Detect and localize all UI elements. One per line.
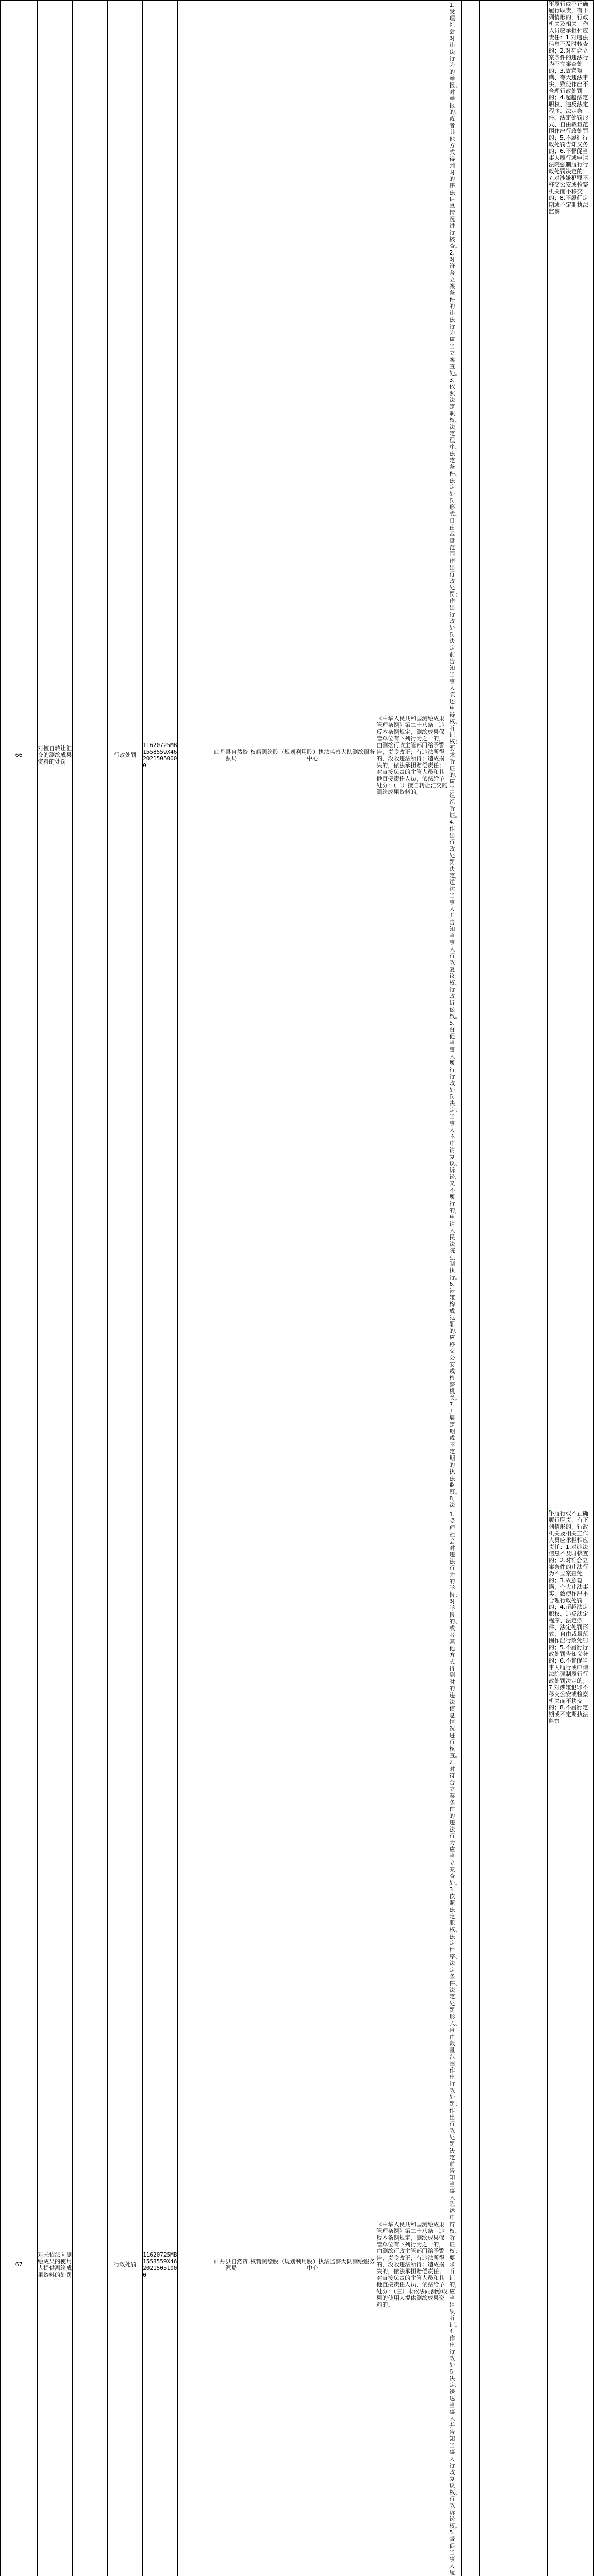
accountability-text: 不履行或不正确履行职责，有下列情形的，行政机关及相关工作人员应承担相应责任：1.对违法信息不及时核查的；2.对符合立案条件的违法行为不立案查处的；3.故意隐瞒、夸大违法事实，致使作出不合理行政处罚的；4.超越法定职权、违反法定程序、法定条件、法定处罚形式、自由裁量范围作出行政处罚的；5.不履行行政处罚告知义务的；6.不督促当事人履行或申请法院强制履行行政处罚决定的；7.对涉嫌犯罪不移交公安或检察机关而不移交的；8.不履行定期或不定期执法监察 [548, 1510, 593, 2576]
responsibility-process-cell[interactable] [448, 1, 461, 1510]
department-cell[interactable]: 山丹县自然资源局 [213, 1510, 249, 2576]
item-code-cell[interactable]: 11620725MB1558559X462021505100 0 [143, 1510, 178, 2576]
responsibility-process-cell[interactable] [448, 1510, 461, 2576]
table-row [1, 1510, 594, 2576]
handling-unit-cell[interactable]: 权籍测绘股（规划利用股）执法监察大队测绘服务中心 [249, 1, 376, 1510]
item-name-cell[interactable]: 对擅自转让汇交的测绘成果资料的处罚 [38, 1, 73, 1510]
empty-cell[interactable] [178, 1, 213, 1510]
empty-cell[interactable] [73, 1, 108, 1510]
legal-basis-cell[interactable]: 《中华人民共和国测绘成果管理条例》第二十八条 违反本条例规定，测绘成果保管单位有下列行为之一的，由测绘行政主管部门给予警告，责令改正；有违法所得的，没收违法所得；造成损失的，依法承担赔偿责任；对直接负责的主管人员和其他直接责任人员，依法给予处分：（二）擅自转让汇交的测绘成果资料的。 [376, 1, 448, 1510]
item-code-cell[interactable]: 11620725MB1558559X462021505000 0 [143, 1, 178, 1510]
comment-marker-icon [549, 1, 551, 3]
empty-cell[interactable] [480, 1, 548, 1510]
accountability-cell[interactable] [547, 1510, 593, 2576]
empty-cell[interactable] [73, 1510, 108, 2576]
responsibility-process-text: 1.受理社会对违法行为的举报；对举报的、或者其他方式得到时的违法信息情况进行核查。2.对符合立案条件的违法行为应当立案查处。3.依照法定职权、法定程序、法定条件、法定处罚形式、自由裁量范围作出行政处罚；作出行政处罚决定前告知当事人陈述申辩权、听证权；要求听证的，应当组织听证。4.作出行政处罚决定，送达当事人并告知当事人行政复议权、行政诉讼权。5.督促当事人履行行政处罚决定；当事人不申请复议、诉讼，又不履行的，申请人民法院强制执行。6.涉嫌构成犯罪的，应移交公安或检察机关。7.开展定期或不定期的执法监察。8，法 [448, 0, 461, 1511]
responsibility-process-text: 1.受理社会对违法行为的举报；对举报的、或者其他方式得到时的违法信息情况进行核查。2.对符合立案条件的违法行为应当立案查处。3.依照法定职权、法定程序、法定条件、法定处罚形式、自由裁量范围作出行政处罚；作出行政处罚决定前告知当事人陈述申辩权、听证权；要求听证的，应当组织听证。4.作出行政处罚决定，送达当事人并告知当事人行政复议权、行政诉讼权。5.督促当事人履 [448, 1509, 461, 2576]
item-name-cell[interactable]: 对未依法向测绘成果的使用人提供测绘成果资料的处罚 [38, 1510, 73, 2576]
empty-cell[interactable] [461, 1510, 480, 2576]
accountability-cell[interactable] [547, 1, 593, 1510]
empty-cell[interactable] [178, 1510, 213, 2576]
department-cell[interactable]: 山丹县自然资源局 [213, 1, 249, 1510]
legal-basis-cell[interactable]: 《中华人民共和国测绘成果管理条例》第二十八条 违反本条例规定，测绘成果保管单位有下列行为之一的，由测绘行政主管部门给予警告，责令改正；有违法所得的，没收违法所得；造成损失的，依法承担赔偿责任；对直接负责的主管人员和其他直接责任人员，依法给予处分：（三）未依法向测绘成果的使用人提供测绘成果资料的。 [376, 1510, 448, 2576]
empty-cell[interactable] [480, 1510, 548, 2576]
seq-cell[interactable]: 67 [1, 1510, 38, 2576]
table-row [1, 1, 594, 1510]
accountability-text: 不履行或不正确履行职责，有下列情形的，行政机关及相关工作人员应承担相应责任：1.对违法信息不及时核查的；2.对符合立案条件的违法行为不立案查处的；3.故意隐瞒、夸大违法事实，致使作出不合理行政处罚的；4.超越法定职权、违反法定程序、法定条件、法定处罚形式、自由裁量范围作出行政处罚的；5.不履行行政处罚告知义务的；6.不督促当事人履行或申请法院强制履行行政处罚决定的；7.对涉嫌犯罪不移交公安或检察机关而不移交的；8.不履行定期或不定期执法监察 [548, 1, 593, 1510]
comment-marker-icon [549, 1510, 551, 1513]
item-type-cell[interactable]: 行政处罚 [108, 1510, 143, 2576]
seq-cell[interactable]: 66 [1, 1, 38, 1510]
item-type-cell[interactable]: 行政处罚 [108, 1, 143, 1510]
handling-unit-cell[interactable]: 权籍测绘股（规划利用股）执法监察大队测绘服务中心 [249, 1510, 376, 2576]
empty-cell[interactable] [461, 1, 480, 1510]
